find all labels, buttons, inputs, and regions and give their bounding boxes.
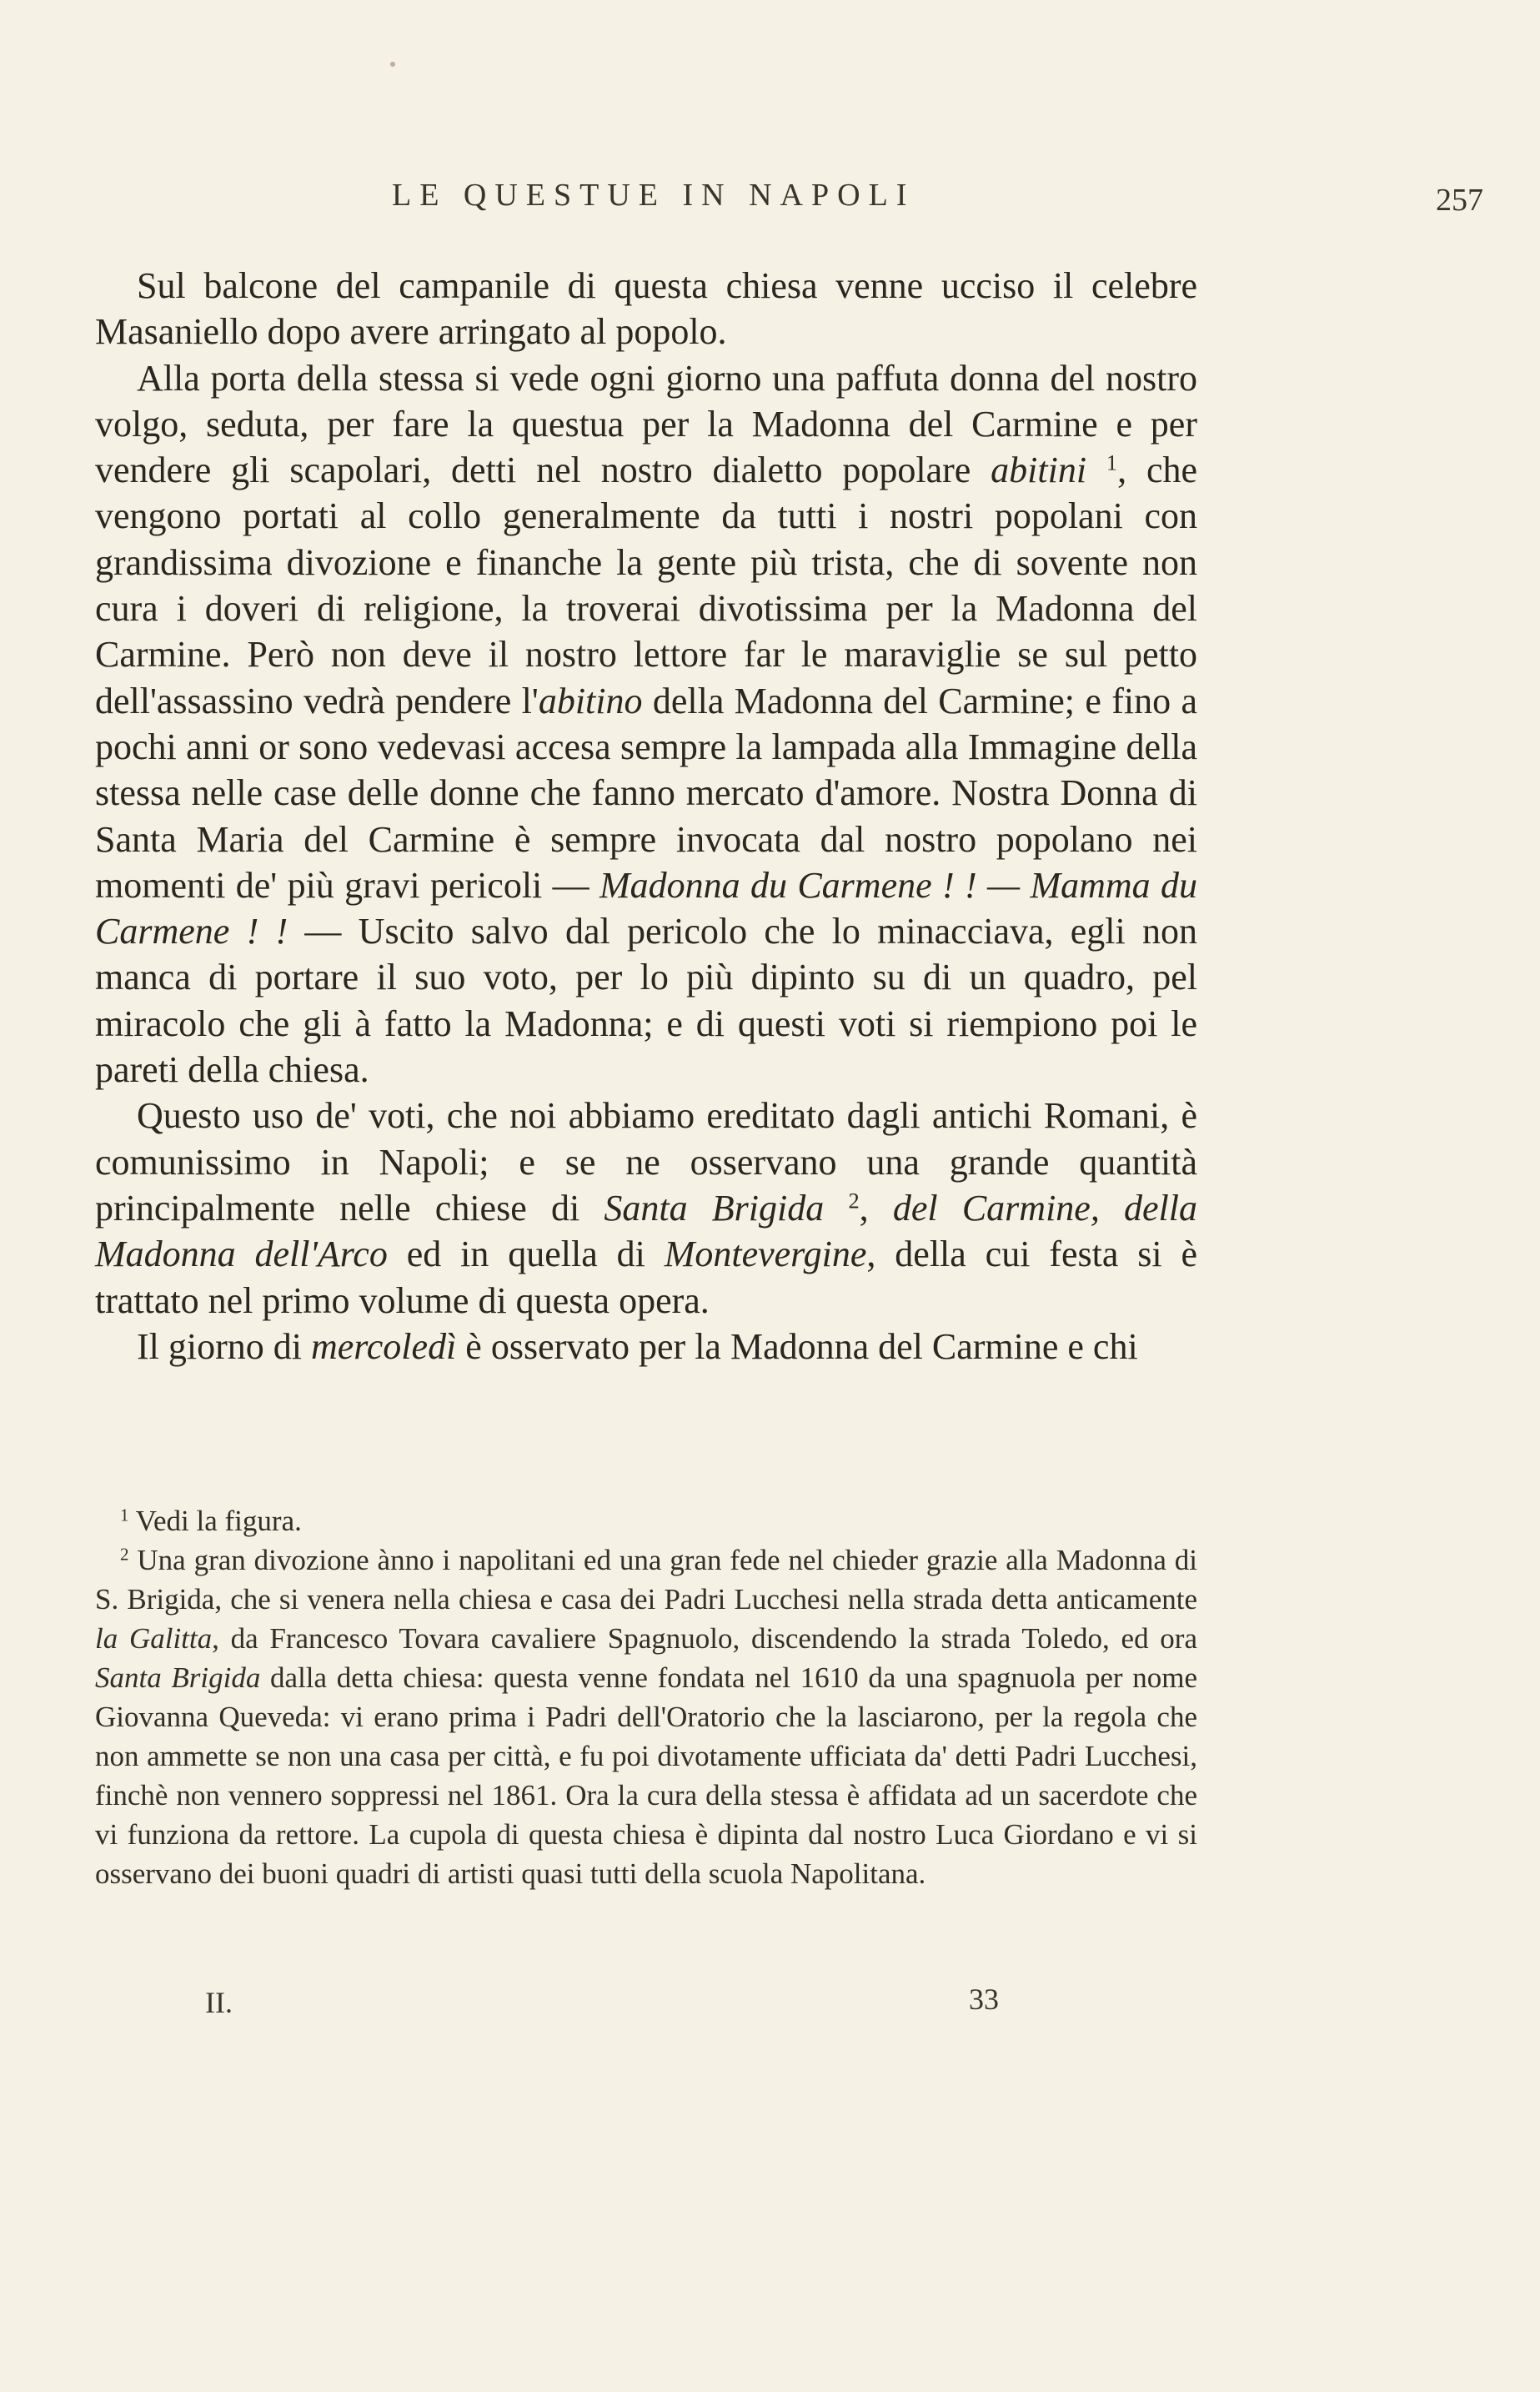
italic-la-galitta: la Galitta [95,1622,213,1655]
sheet-number: 33 [969,1982,999,2016]
footnote-mark-2: 2 [120,1544,129,1565]
footnote-2: $^2$ Una gran divozione ànno i napolitani ed una gran fede nel chieder grazie alla Madonna di S. Brigida, che si venera nella chiesa e casa dei Padri Lucchesi nella strada detta anticamente la Galitta, da Francesco Tovara cavaliere Spagnuolo, discendendo la strada Toledo, ed ora Santa Brigida dalla detta chiesa: questa venne fondata nel 1610 da una spagnuola per nome Giovanna Queveda: vi erano prima i Padri dell'Oratorio che la lasciarono, per la regola che non ammette se non una casa per città, e fu poi divotamente ufficiata da' detti Padri Lucchesi, finchè non vennero soppressi nel 1861. Ora la cura della stessa è affidata ad un sacerdote che vi funziona da rettore. La cupola di questa chiesa è dipinta dal nostro Luca Giordano e vi si osservano dei buoni quadri di artisti quasi tutti della scuola Napolitana. [95,1544,1197,1890]
footnotes [95,1501,1197,1893]
paragraph-1: Sul balcone del campanile di questa chiesa venne ucciso il celebre Masaniello dopo avere arringato al popolo. [95,265,1197,353]
paragraph-2: Alla porta della stessa si vede ogni giorno una paffuta donna del nostro volgo, seduta, per fare la questua per la Madonna del Carmine e per vendere gli scapolari, detti nel nostro dialetto popolare abitini $^1$, che vengono portati al collo generalmente da tutti i nostri popolani con grandissima divozione e finanche la gente più trista, che di sovente non cura i doveri di religione, la troverai divotissima per la Madonna del Carmine. Però non deve il nostro lettore far le maraviglie se sul petto dell'assassino vedrà pendere l'abitino della Madonna del Carmine; e fino a pochi anni or sono vedevasi accesa sempre la lampada alla Immagine della stessa nelle case delle donne che fanno mercato d'amore. Nostra Donna di Santa Maria del Carmine è sempre invocata dal nostro popolano nei momenti de' più gravi pericoli — Madonna du Carmene ! ! — Mamma du Carmene ! ! — Uscito salvo dal pericolo che lo minacciava, egli non manca di portare il suo voto, per lo più dipinto su di un quadro, pel miracolo che gli à fatto la Madonna; e di questi voti si riempiono poi le pareti della chiesa. [95,357,1198,1091]
signature-mark: II. [205,1986,233,2019]
paper-speck [390,62,395,67]
italic-santa-brigida: Santa Brigida [604,1187,825,1229]
paragraph-3: Questo uso de' voti, che noi abbiamo ereditato dagli antichi Romani, è comunissimo in Napoli; e se ne osservano una grande quantità principalmente nelle chiese di Santa Brigida $^2$, del Carmine, della Madonna dell'Arco ed in quella di Montevergine, della cui festa si è trattato nel primo volume di questa opera. [95,1095,1198,1321]
paragraph-4: Il giorno di mercoledì è osservato per la Madonna del Carmine e chi [137,1325,1138,1367]
footnote-mark-1: 1 [120,1505,129,1525]
italic-montevergine: Montevergine [664,1234,867,1275]
page-number: 257 [1436,183,1483,218]
italic-santa-brigida-fn: Santa Brigida [95,1661,261,1694]
italic-invocation: Madonna du Carmene ! ! — Mamma du Carmene ! ! [95,864,1197,952]
italic-term-abitini: abitini [991,450,1087,491]
italic-mercoledi: mercoledì [310,1325,457,1367]
italic-churches: del Carmine, della Madonna dell'Arco [95,1187,1198,1275]
footnote-ref-2: 2 [848,1188,860,1214]
running-head: LE QUESTUE IN NAPOLI [392,178,915,213]
footnote-ref-1: 1 [1106,450,1118,475]
italic-term-abitino: abitino [538,680,643,721]
main-text [95,263,1197,1369]
footnote-1: $^1$ Vedi la figura. [120,1505,302,1537]
